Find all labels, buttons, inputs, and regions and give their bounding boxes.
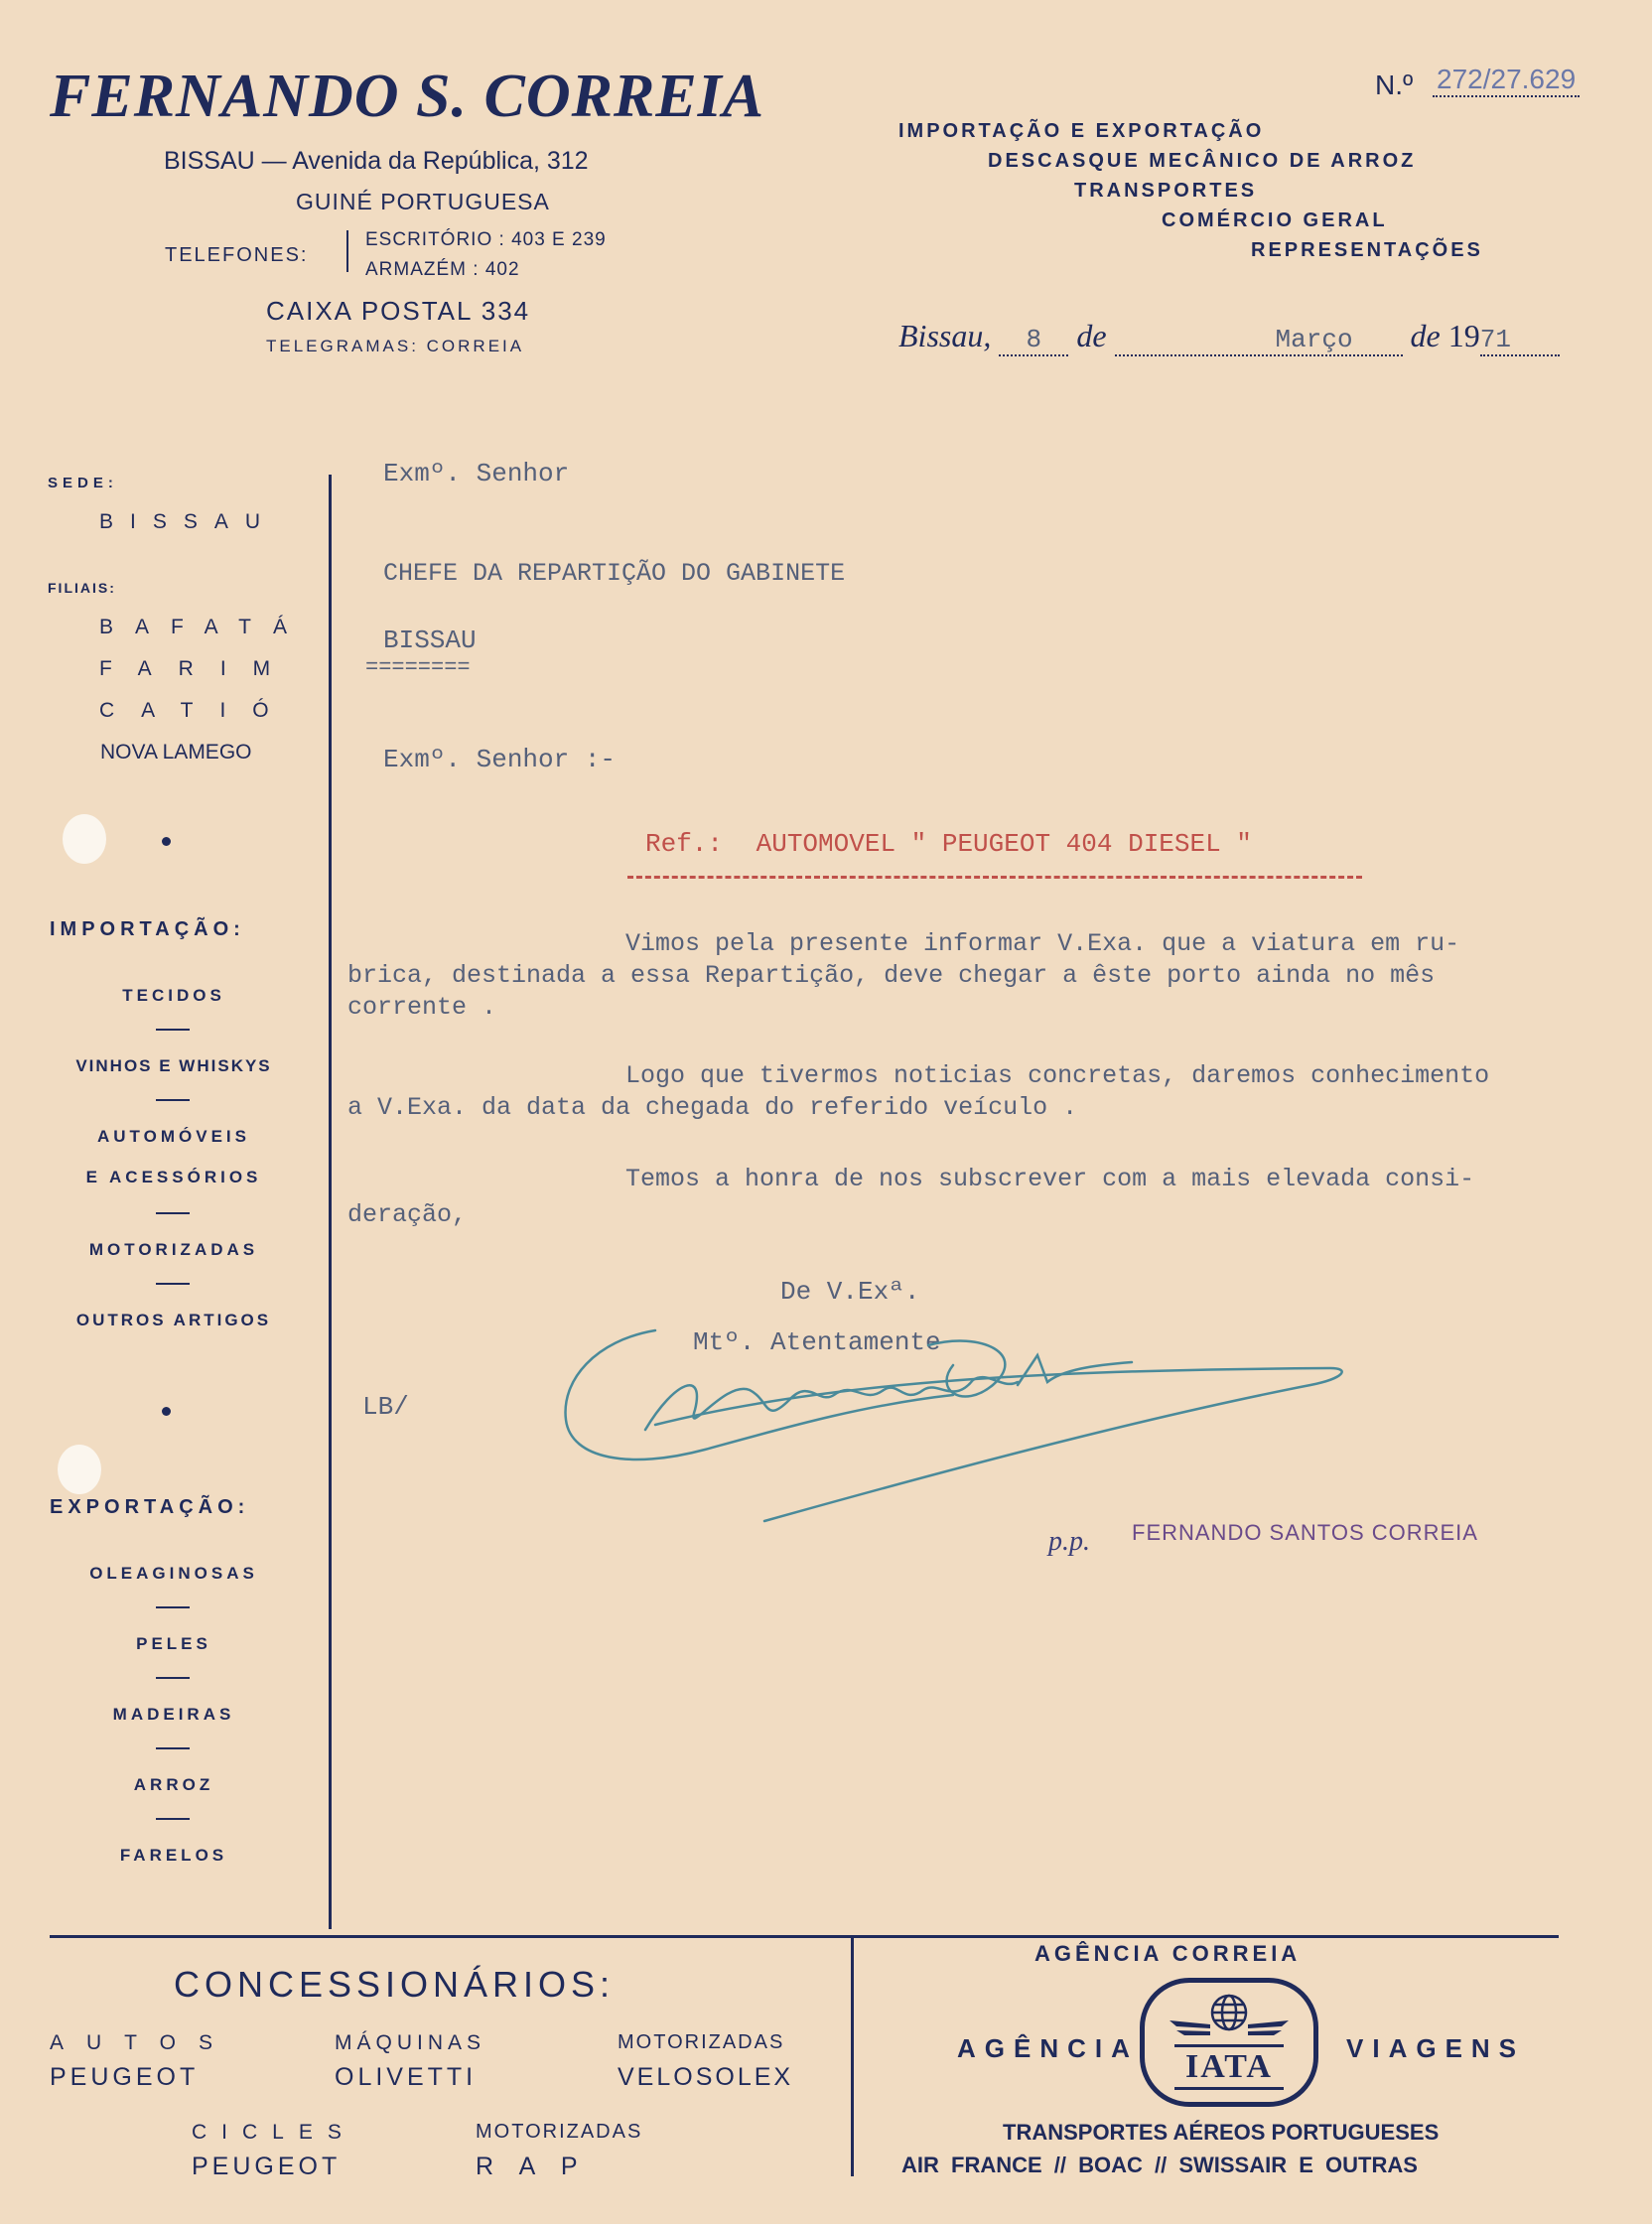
import-item: MOTORIZADAS [88,1240,259,1259]
sidebar-divider [329,475,332,1929]
date-de-1: de [1076,318,1107,353]
sidebar-dash [156,1283,190,1285]
company-address: BISSAU — Avenida da República, 312 [164,147,589,175]
punch-hole [58,1445,101,1494]
closing-1: De V.Exª. [780,1277,920,1307]
dealer-brand: OLIVETTI [335,2063,478,2091]
iata-label: IATA [1174,2044,1284,2090]
date-de-2: de [1410,318,1441,353]
export-item: FARELOS [119,1846,228,1865]
sidebar-dash [156,1606,190,1608]
sidebar-dash [156,1212,190,1214]
export-label: EXPORTAÇÃO: [50,1496,250,1518]
import-item: AUTOMÓVEIS [97,1127,250,1146]
activity-item: COMÉRCIO GERAL [1162,209,1388,231]
punch-hole [63,814,106,864]
dealers-title: CONCESSIONÁRIOS: [174,1964,616,2005]
paragraph-line: brica, destinada a essa Repartição, deve chegar a êste porto ainda no mês [347,961,1436,990]
phone-brace [346,230,348,272]
reference-underline [627,876,1362,879]
initials: LB/ [362,1392,409,1422]
sidebar-dash [156,1029,190,1031]
company-country: GUINÉ PORTUGUESA [296,189,550,214]
agency-left-label: AGÊNCIA [957,2033,1139,2063]
handwritten-signature [536,1311,1360,1539]
iata-logo [1140,1978,1318,2107]
bullet-dot [162,837,171,846]
activity-item: IMPORTAÇÃO E EXPORTAÇÃO [898,120,1265,142]
sidebar-dash [156,1099,190,1101]
dealer-brand: PEUGEOT [192,2153,342,2180]
date-year-suffix: 71 [1480,325,1560,356]
export-item: MADEIRAS [112,1705,235,1724]
sidebar-dash [156,1747,190,1749]
recipient-underline: ======== [365,655,471,680]
document-number-value: 272/27.629 [1433,64,1580,97]
date-month: Março [1115,325,1403,356]
sidebar-dash [156,1677,190,1679]
date-year-prefix: 19 [1447,318,1480,353]
salutation-2: Exmº. Senhor :- [383,745,617,774]
date-line [898,318,1560,356]
dealer-type: AUTOS [50,2031,235,2054]
import-item: E ACESSÓRIOS [85,1168,262,1186]
activity-item: REPRESENTAÇÕES [1251,239,1483,261]
paragraph-1 [347,928,1628,1024]
dealer-brand: R A P [476,2153,588,2180]
export-item: ARROZ [133,1775,214,1794]
footer-divider [851,1938,854,2176]
closing-2: Mtº. Atentamente [693,1327,941,1357]
activities-list [894,116,1529,265]
date-city: Bissau, [898,318,992,353]
date-day: 8 [999,325,1068,356]
sidebar-dash [156,1818,190,1820]
footer-top-rule [50,1935,1559,1938]
paragraph-2 [347,1060,1628,1124]
import-item: VINHOS E WHISKYS [75,1056,272,1075]
filiais-label: FILIAIS: [48,580,116,596]
sede-label: SEDE: [48,475,118,491]
reference-label: Ref.: [645,829,724,859]
paragraph-line: Temos a honra de nos subscrever com a mais elevada consi- [625,1165,1475,1193]
filial-item: CATIÓ [99,699,296,722]
telegrams: TELEGRAMAS: CORREIA [266,337,525,355]
dealer-brand: PEUGEOT [50,2063,200,2091]
phone-office: ESCRITÓRIO : 403 E 239 [365,229,607,250]
filial-item: NOVA LAMEGO [100,741,252,764]
salutation-1: Exmº. Senhor [383,459,570,488]
agency-title: AGÊNCIA CORREIA [1034,1941,1302,1966]
paragraph-line: a V.Exa. da data da chegada do referido veículo . [347,1093,1078,1122]
activity-item: TRANSPORTES [1074,180,1258,202]
import-label: IMPORTAÇÃO: [50,918,245,940]
filial-item: BAFATÁ [99,616,309,638]
recipient-city: BISSAU [383,626,477,655]
reference-text: AUTOMOVEL " PEUGEOT 404 DIESEL " [756,829,1252,859]
import-item: TECIDOS [122,986,225,1005]
phone-warehouse: ARMAZÉM : 402 [365,259,520,280]
po-box: CAIXA POSTAL 334 [266,296,531,326]
telephones-label: TELEFONES: [165,244,309,266]
signatory-name: FERNANDO SANTOS CORREIA [1132,1520,1478,1545]
sede-value: BISSAU [99,510,278,533]
export-item: PELES [136,1634,211,1653]
activity-item: DESCASQUE MECÂNICO DE ARROZ [988,150,1417,172]
paragraph-line: deração, [347,1200,468,1229]
dealer-type: MÁQUINAS [335,2031,486,2054]
per-procuration: p.p. [1048,1526,1090,1557]
import-item: OUTROS ARTIGOS [75,1311,272,1329]
dealer-type: CICLES [192,2121,356,2144]
airlines-line-1: TRANSPORTES AÉREOS PORTUGUESES [1003,2120,1440,2145]
globe-wings-icon [1165,1991,1294,2050]
dealer-brand: VELOSOLEX [618,2063,794,2091]
paragraph-line: Logo que tivermos noticias concretas, daremos conhecimento [625,1061,1490,1090]
bullet-dot [162,1407,171,1416]
dealer-type: MOTORIZADAS [618,2031,785,2053]
company-name: FERNANDO S. CORREIA [50,63,765,130]
reference-line [645,829,1252,859]
paragraph-line: Vimos pela presente informar V.Exa. que a viatura em ru- [625,929,1460,958]
paragraph-line: corrente . [347,993,497,1022]
export-item: OLEAGINOSAS [89,1564,258,1583]
filial-item: FARIM [99,657,298,680]
dealer-type: MOTORIZADAS [476,2121,643,2143]
recipient-title: CHEFE DA REPARTIÇÃO DO GABINETE [383,559,846,588]
agency-right-label: VIAGENS [1346,2033,1526,2063]
document-number-label: N.º [1375,70,1414,100]
paragraph-3 [347,1162,1628,1233]
airlines-line-2: AIR FRANCE // BOAC // SWISSAIR E OUTRAS [901,2153,1418,2177]
